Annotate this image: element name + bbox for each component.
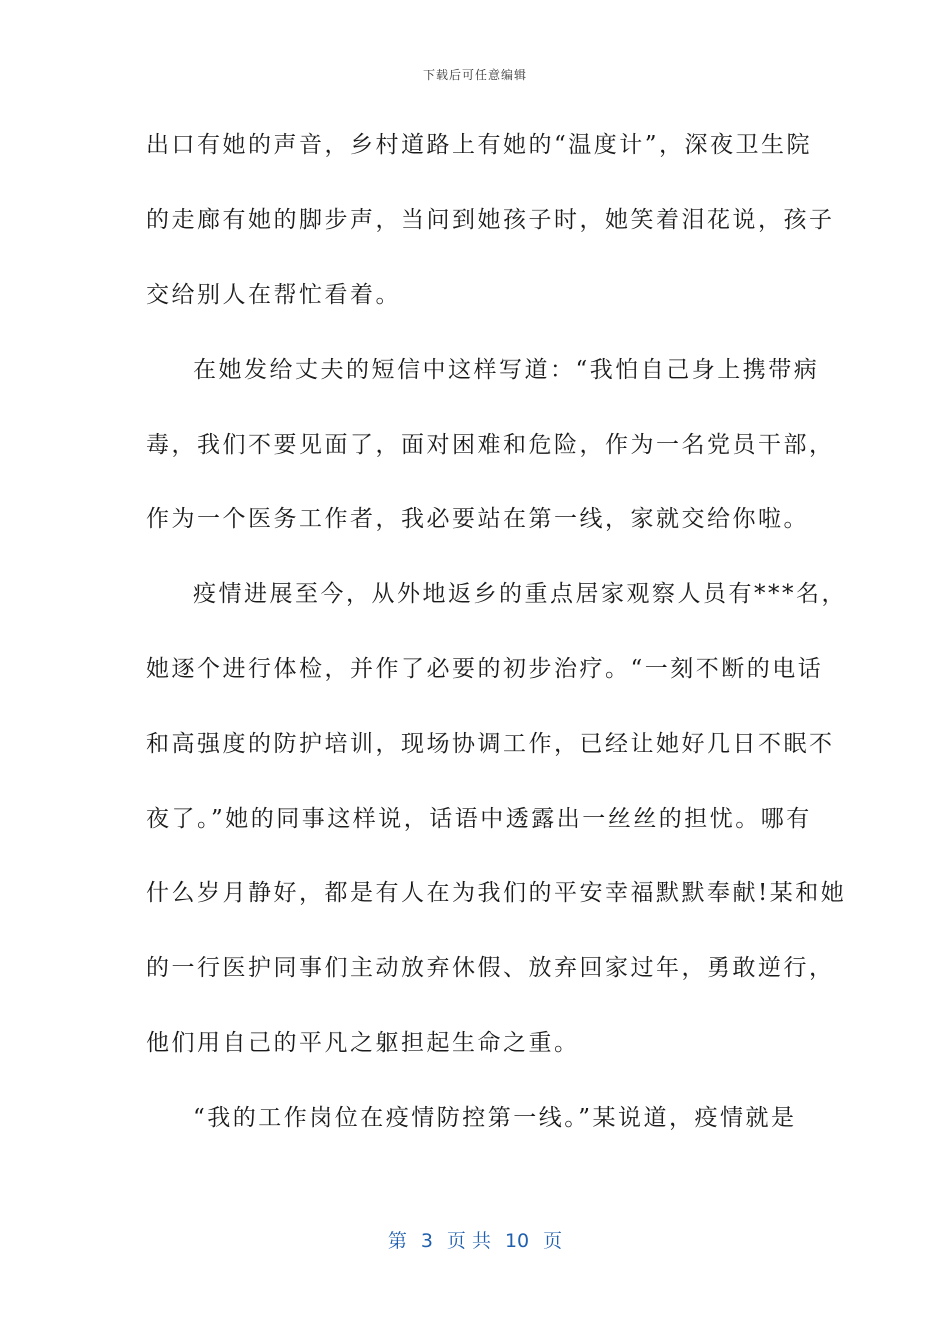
body-line-9: 和高强度的防护培训，现场协调工作，已经让她好几日不眠不	[146, 731, 835, 757]
body-line-3: 交给别人在帮忙看着。	[146, 282, 401, 308]
body-line-5: 毒，我们不要见面了，面对困难和危险，作为一名党员干部，	[146, 432, 835, 458]
body-line-14: “我的工作岗位在疫情防控第一线。”某说道，疫情就是	[193, 1105, 797, 1131]
body-line-7: 疫情进展至今，从外地返乡的重点居家观察人员有***名，	[193, 581, 847, 607]
body-line-4: 在她发给丈夫的短信中这样写道：“我怕自己身上携带病	[193, 357, 820, 383]
footer-total-pages: 10	[504, 1230, 530, 1252]
body-line-2: 的走廊有她的脚步声，当问到她孩子时，她笑着泪花说，孩子	[146, 207, 835, 233]
body-line-13: 他们用自己的平凡之躯担起生命之重。	[146, 1030, 580, 1056]
body-line-8: 她逐个进行体检，并作了必要的初步治疗。“一刻不断的电话	[146, 656, 824, 682]
footer-middle: 页 共	[446, 1230, 491, 1252]
body-line-12: 的一行医护同事们主动放弃休假、放弃回家过年，勇敢逆行，	[146, 955, 835, 981]
footer-suffix: 页	[543, 1230, 563, 1252]
footer-current-page: 3	[420, 1230, 433, 1252]
page-header: 下载后可任意编辑	[422, 68, 527, 82]
body-line-1: 出口有她的声音，乡村道路上有她的“温度计”，深夜卫生院	[146, 132, 813, 158]
body-line-10: 夜了。”她的同事这样说，话语中透露出一丝丝的担忧。哪有	[146, 806, 812, 832]
page-footer	[0, 1226, 950, 1253]
footer-prefix: 第	[387, 1230, 407, 1252]
body-line-6: 作为一个医务工作者，我必要站在第一线，家就交给你啦。	[146, 506, 809, 532]
body-line-11: 什么岁月静好，都是有人在为我们的平安幸福默默奉献!某和她	[146, 880, 847, 906]
